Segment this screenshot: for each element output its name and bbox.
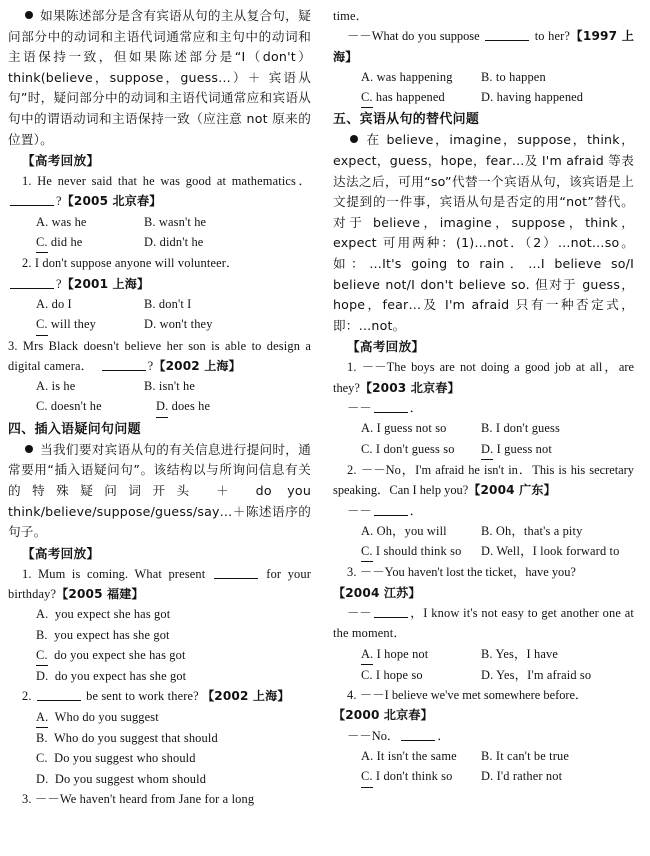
option-a[interactable]	[36, 710, 159, 724]
option-a[interactable]	[361, 418, 481, 438]
question-stem	[333, 460, 634, 501]
option-c[interactable]	[361, 87, 481, 108]
section-heading-4: 四、插入语疑问句问题	[8, 421, 141, 437]
option-letter: B.	[144, 214, 156, 229]
option-row	[8, 604, 311, 624]
option-d[interactable]	[481, 766, 634, 787]
option-row	[333, 766, 634, 787]
gaokao-label-2: 【高考回放】	[22, 545, 100, 561]
answer-blank	[102, 359, 146, 371]
option-b[interactable]	[36, 731, 218, 745]
option-b[interactable]	[481, 644, 634, 665]
option-row	[333, 87, 634, 108]
option-letter: D.	[144, 235, 157, 250]
section4-paragraph	[8, 440, 311, 543]
question-stem	[8, 253, 311, 294]
option-a[interactable]	[36, 294, 144, 314]
answer-blank	[37, 689, 81, 701]
option-text: is he	[51, 379, 76, 394]
option-row	[8, 232, 311, 253]
bullet-marker-icon	[25, 11, 33, 19]
question-source: 【2003 北京春】	[359, 380, 460, 395]
option-row	[333, 521, 634, 541]
question-number: 1.	[22, 566, 32, 581]
question-stem-continued	[333, 26, 634, 67]
option-text: does he	[171, 399, 211, 414]
option-letter-correct: C.	[36, 645, 48, 666]
answer-blank	[10, 194, 54, 206]
option-row	[8, 294, 311, 314]
option-d[interactable]	[481, 87, 634, 108]
option-text: wasn't he	[158, 214, 207, 229]
answer-blank	[214, 567, 258, 579]
right-column	[321, 6, 634, 852]
option-letter: D.	[36, 669, 49, 684]
option-text: won't they	[159, 317, 213, 332]
option-letter: B.	[481, 523, 493, 538]
option-letter: B.	[144, 379, 156, 394]
option-d[interactable]	[144, 314, 311, 335]
question-stem	[8, 564, 311, 605]
answer-blank	[374, 504, 408, 516]
option-letter-correct: A.	[36, 707, 48, 728]
option-b[interactable]	[481, 746, 634, 766]
gaokao-label-3: 【高考回放】	[347, 339, 425, 355]
option-b[interactable]	[144, 294, 311, 314]
option-d[interactable]	[156, 396, 311, 417]
question-stem	[333, 685, 634, 726]
option-text: did he	[50, 235, 83, 250]
question-source: 【2000 北京春】	[333, 708, 433, 723]
option-a[interactable]	[361, 644, 481, 665]
answer-blank	[374, 606, 408, 618]
option-text: isn't he	[158, 379, 196, 394]
question-number: 1.	[347, 360, 357, 375]
option-row	[333, 541, 634, 562]
question-number: 3.	[347, 565, 357, 580]
question-source: 【2002 上海】	[202, 689, 290, 704]
question-source: 【2005 北京春】	[61, 194, 162, 209]
option-row	[333, 644, 634, 665]
option-text: Oh，you will	[376, 523, 447, 538]
option-text: doesn't he	[50, 399, 102, 414]
option-letter: B.	[481, 749, 493, 764]
option-text: do you expect has she got	[54, 669, 187, 684]
question-number: 4.	[347, 688, 357, 703]
intro-paragraph	[8, 6, 311, 150]
option-text: I hope not	[376, 646, 429, 661]
question-stem	[8, 686, 311, 706]
answer-prompt-line	[333, 603, 634, 644]
option-letter: D.	[481, 544, 494, 559]
option-text: Who do you suggest that should	[53, 731, 218, 746]
option-letter: D.	[36, 771, 49, 786]
option-b[interactable]	[481, 418, 634, 438]
option-c[interactable]	[36, 396, 156, 417]
option-row	[8, 645, 311, 666]
left-column	[8, 6, 321, 852]
option-row	[333, 746, 634, 766]
option-row	[333, 67, 634, 87]
option-letter: C.	[361, 667, 373, 682]
option-letter: A.	[36, 296, 49, 311]
section-heading-5: 五、宾语从句的替代问题	[333, 112, 480, 128]
option-text: you expect has she got	[54, 627, 170, 642]
question-number: 2.	[347, 462, 357, 477]
option-letter: A.	[36, 607, 49, 622]
option-letter: C.	[36, 399, 48, 414]
answer-prompt-line: －－ ．	[347, 503, 423, 518]
option-letter: A.	[36, 379, 49, 394]
option-letter: A.	[361, 749, 374, 764]
option-row	[8, 314, 311, 335]
option-text: don't I	[158, 296, 192, 311]
dialogue-dash: －－	[347, 503, 372, 518]
question-source: 【2004 江苏】	[333, 585, 421, 600]
option-row	[333, 439, 634, 460]
option-text: didn't he	[159, 235, 204, 250]
option-text: I hope so	[375, 667, 423, 682]
option-letter-correct: D.	[156, 396, 168, 417]
option-b[interactable]	[481, 67, 634, 87]
option-text: Yes，I'm afraid so	[496, 667, 592, 682]
option-d[interactable]	[481, 665, 634, 685]
option-d[interactable]	[36, 772, 206, 786]
option-letter: D.	[481, 90, 494, 105]
bullet-marker-icon	[25, 445, 33, 453]
option-text: Who do you suggest	[54, 709, 159, 724]
option-letter-correct: C.	[361, 541, 373, 562]
option-text: I don't think so	[375, 769, 453, 784]
option-letter-correct: C.	[361, 87, 373, 108]
question-text: Mrs Black doesn't believe her son is able to design a digital camera．	[8, 338, 312, 373]
option-a[interactable]	[361, 67, 481, 87]
option-row	[8, 666, 311, 686]
question-text: －－You haven't lost the ticket，have you?	[359, 565, 576, 580]
option-letter: B.	[36, 627, 48, 642]
option-text: I'd rather not	[496, 769, 563, 784]
answer-prompt-line: －－ ．	[347, 401, 423, 416]
question-text: I don't suppose anyone will volunteer．	[34, 256, 239, 271]
answer-blank	[10, 277, 54, 289]
question-text: －－No，I'm afraid he isn't in．This is his secretary speaking．Can I help you?	[333, 462, 634, 498]
question-tail: for your birthday?	[8, 566, 312, 601]
option-b[interactable]	[36, 628, 170, 642]
option-text: Do you suggest who should	[54, 751, 196, 766]
option-letter: A.	[36, 214, 49, 229]
option-d[interactable]	[481, 439, 634, 460]
answer-tail: ，I know it's not easy to get another one at the moment．	[333, 605, 634, 641]
question-stem	[8, 171, 311, 212]
option-letter: B.	[481, 69, 493, 84]
option-c[interactable]	[36, 648, 186, 662]
option-letter: B.	[481, 646, 493, 661]
option-letter: B.	[144, 296, 156, 311]
question-text: －－The boys are not doing a good job at all，are they?	[333, 360, 634, 395]
option-text: having happened	[496, 90, 584, 105]
gaokao-label-1: 【高考回放】	[22, 153, 100, 169]
option-d[interactable]	[481, 541, 634, 562]
answer-prompt-line: －－No． ．	[347, 728, 450, 743]
option-c[interactable]	[36, 751, 196, 765]
option-b[interactable]	[144, 376, 311, 396]
option-letter: B.	[481, 421, 493, 436]
option-row	[333, 418, 634, 438]
option-a[interactable]	[361, 746, 481, 766]
option-b[interactable]	[481, 521, 634, 541]
option-row	[8, 625, 311, 645]
option-row	[8, 769, 311, 789]
question-number: 1.	[22, 174, 32, 189]
option-c[interactable]	[361, 665, 481, 685]
option-text: do I	[51, 296, 72, 311]
option-text: do you expect she has got	[54, 647, 186, 662]
question-text: －－I believe we've met somewhere before．	[359, 688, 588, 703]
option-a[interactable]	[36, 376, 144, 396]
dialogue-dash: －－	[347, 401, 372, 416]
option-text: It isn't the same	[376, 749, 457, 764]
option-letter-correct: C.	[36, 314, 48, 335]
option-text: I guess not	[496, 441, 552, 456]
question-source: 【1997 上海】	[333, 29, 635, 64]
dialogue-dash: －－No．	[347, 728, 400, 743]
section5-paragraph	[333, 130, 634, 336]
option-text: I should think so	[375, 544, 462, 559]
option-text: will they	[50, 317, 96, 332]
question-source: 【2001 上海】	[61, 276, 150, 291]
option-text: Oh，that's a pity	[495, 523, 583, 538]
option-text: was happening	[376, 69, 453, 84]
option-text: was he	[51, 214, 87, 229]
option-letter: B.	[36, 731, 48, 746]
question-source: 【2004 广东】	[468, 483, 556, 498]
question-number: 3.	[8, 338, 18, 353]
option-text: you expect she has got	[54, 607, 171, 622]
option-row	[8, 748, 311, 768]
option-c[interactable]	[361, 766, 481, 787]
option-letter-correct: C.	[36, 232, 48, 253]
question-number: 2.	[22, 689, 32, 704]
option-letter: A.	[361, 523, 374, 538]
option-row	[8, 212, 311, 232]
option-row	[8, 707, 311, 728]
bullet-marker-icon	[350, 135, 358, 143]
question-text: He never said that he was good at mathematics．	[37, 174, 312, 189]
option-letter: C.	[36, 751, 48, 766]
option-c[interactable]	[36, 314, 144, 335]
option-letter: D.	[481, 667, 494, 682]
option-text: has happened	[375, 90, 445, 105]
question-tail: ?	[147, 358, 154, 373]
option-text: Well，I look forward to	[496, 544, 620, 559]
option-text: Yes，I have	[495, 646, 559, 661]
option-a[interactable]	[36, 212, 144, 232]
section5-paragraph-text: 在 believe，imagine，suppose，think，expect，guess，hope，fear…及 I'm afraid 等表达法之后，可用“so”代替一个宾语从句，该宾语是上文提到的一件事，宾语从句是否定的用“not”替代。对于 believe，imagine，suppose，think，expect 可用两种：(1)…not．（2）…not…so。如：…It's going to rain．…I believe so/I believe not/I don't believe so. 但对于 guess，hope，fear…及 I'm afraid 只有一种否定式，即：…not。	[333, 132, 634, 333]
question-tail: ?	[56, 194, 62, 209]
option-letter: A.	[361, 421, 374, 436]
question-source: 【2002 上海】	[153, 358, 241, 373]
question-tail: ?	[56, 276, 62, 291]
option-text: I guess not so	[376, 421, 447, 436]
answer-blank	[374, 401, 408, 413]
option-row	[8, 376, 311, 396]
option-letter: D.	[144, 317, 157, 332]
dialogue-dash: －－	[347, 605, 372, 620]
answer-blank	[401, 729, 435, 741]
option-letter: A.	[361, 69, 374, 84]
option-a[interactable]	[36, 607, 170, 621]
carryover-line: time．	[333, 9, 369, 23]
question-tail: to her?	[534, 29, 571, 44]
option-c[interactable]	[361, 541, 481, 562]
option-c[interactable]	[361, 439, 481, 460]
option-letter-correct: C.	[361, 766, 373, 787]
option-row	[8, 728, 311, 748]
question-tail: be sent to work there?	[86, 689, 199, 704]
question-stem	[333, 562, 634, 603]
option-text: I don't guess so	[375, 441, 455, 456]
option-c[interactable]	[36, 232, 144, 253]
option-text: It can't be true	[495, 749, 570, 764]
option-letter: D.	[481, 769, 494, 784]
option-d[interactable]	[36, 669, 186, 683]
option-text: Do you suggest whom should	[54, 771, 207, 786]
dialogue-dash: －－What do you suppose	[347, 29, 480, 44]
option-row	[333, 665, 634, 685]
question-number: 2.	[22, 256, 32, 271]
option-letter: C.	[361, 441, 373, 456]
option-row	[8, 396, 311, 417]
section4-paragraph-text: 当我们要对宾语从句的有关信息进行提问时，通常要用“插入语疑问句”。该结构以与所询问信息有关的特殊疑问词开头 ＋ do you think/believe/suppose/guess/say…＋陈述语序的句子。	[8, 441, 311, 540]
question-stem	[8, 336, 311, 377]
question-3-partial: 3. －－We haven't heard from Jane for a long	[22, 791, 255, 806]
option-letter-correct: A.	[361, 644, 373, 665]
answer-blank	[485, 29, 529, 41]
option-letter-correct: D.	[481, 439, 493, 460]
intro-paragraph-text: 如果陈述部分是含有宾语从句的主从复合句，疑问部分中的动词和主语代词通常应和主句中的动词和主语保持一致，但如果陈述部分是“I（don't）think(believe，suppose，guess…）＋ 宾语从句”时，疑问部分中的动词和主语代词通常应和宾语从句中的谓语动词和主语保持一致（应注意 not 原来的位置）。	[8, 8, 311, 147]
question-source: 【2005 福建】	[56, 586, 144, 601]
option-text: to happen	[495, 69, 546, 84]
question-stem	[333, 357, 634, 398]
option-a[interactable]	[361, 521, 481, 541]
option-d[interactable]	[144, 232, 311, 253]
option-text: I don't guess	[495, 421, 560, 436]
question-text: Mum is coming. What present	[38, 566, 206, 581]
option-b[interactable]	[144, 212, 311, 232]
